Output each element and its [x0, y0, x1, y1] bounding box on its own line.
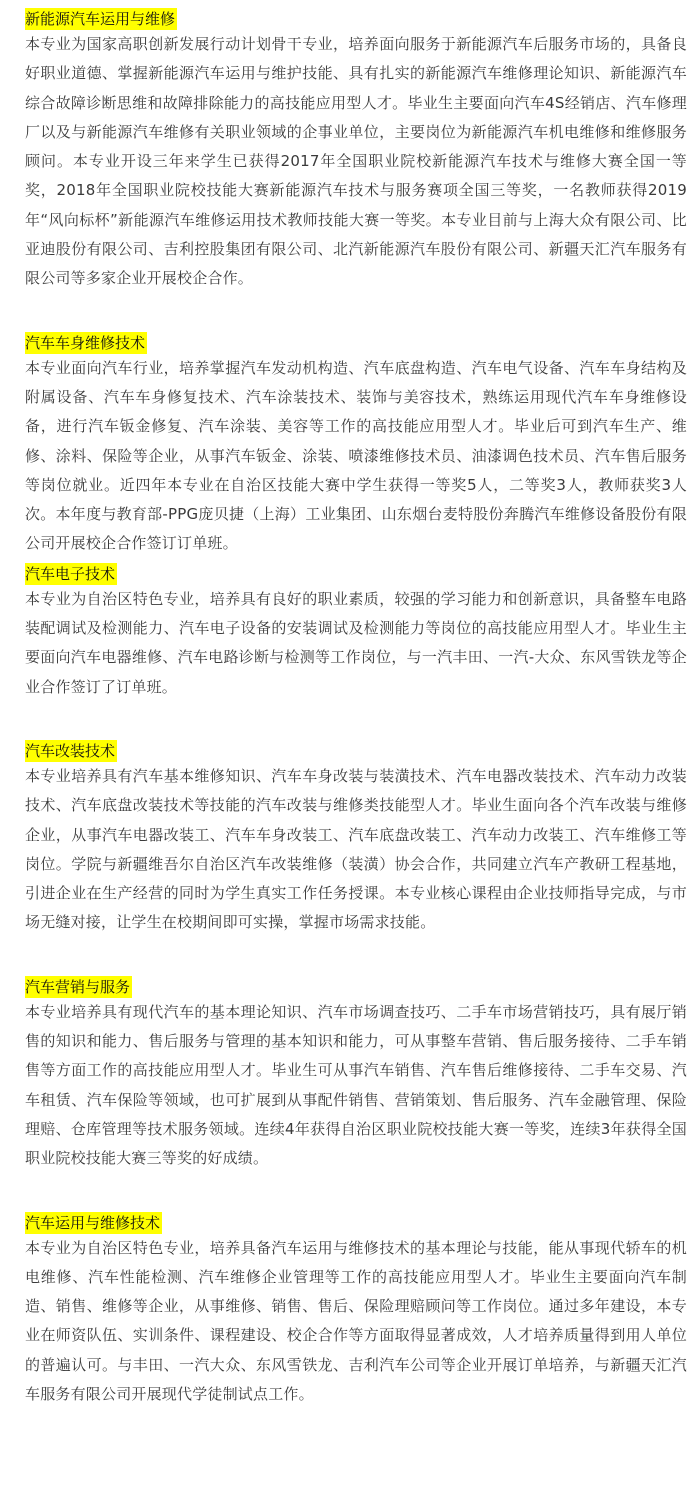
- section-body: 本专业培养具有汽车基本维修知识、汽车车身改装与装潢技术、汽车电器改装技术、汽车动力改装技术、汽车底盘改装技术等技能的汽车改装与维修类技能型人才。毕业生面向各个汽车改装与维修企业，从事汽车电器改装工、汽车车身改装工、汽车底盘改装工、汽车动力改装工、汽车维修工等岗位。学院与新疆维吾尔自治区汽车改装维修（装潢）协会合作，共同建立汽车产教研工程基地，引进企业在生产经营的同时为学生真实工作任务授课。本专业核心课程由企业技师指导完成，与市场无缝对接，让学生在校期间即可实操，掌握市场需求技能。: [25, 766, 687, 932]
- section-marketing-service: [25, 976, 687, 1174]
- section-body: 本专业为自治区特色专业，培养具有良好的职业素质，较强的学习能力和创新意识，具备整车电路装配调试及检测能力、汽车电子设备的安装调试及检测能力等岗位的高技能应用型人才。毕业生主要面向汽车电器维修、汽车电路诊断与检测等工作岗位，与一汽丰田、一汽-大众、东风雪铁龙等企业合作签订了订单班。: [25, 589, 687, 696]
- section-title: 新能源汽车运用与维修: [25, 10, 176, 28]
- section-new-energy-vehicle: [25, 8, 687, 294]
- section-body: 本专业为自治区特色专业，培养具备汽车运用与维修技术的基本理论与技能，能从事现代轿车的机电维修、汽车性能检测、汽车维修企业管理等工作的高技能应用型人才。毕业生主要面向汽车制造、销售、维修等企业，从事维修、销售、售后、保险理赔顾问等工作岗位。通过多年建设，本专业在师资队伍、实训条件、课程建设、校企合作等方面取得显著成效，人才培养质量得到用人单位的普遍认可。与丰田、一汽大众、东风雪铁龙、吉利汽车公司等企业开展订单培养，与新疆天汇汽车服务有限公司开展现代学徒制试点工作。: [25, 1238, 687, 1403]
- section-auto-electronics: [25, 563, 687, 702]
- spacer: [25, 294, 687, 332]
- section-title: 汽车改装技术: [25, 741, 116, 760]
- section-operation-maintenance: [25, 1212, 687, 1410]
- section-body-repair: [25, 332, 687, 559]
- section-auto-modification: [25, 740, 687, 938]
- spacer: [25, 938, 687, 976]
- section-title: 汽车运用与维修技术: [25, 1213, 161, 1232]
- section-title: 汽车车身维修技术: [25, 333, 146, 352]
- section-body: 本专业培养具有现代汽车的基本理论知识、汽车市场调查技巧、二手车市场营销技巧，具有展厅销售的知识和能力、售后服务与管理的基本知识和能力，可从事整车营销、售后服务接待、二手车销售等方面工作的高技能应用型人才。毕业生可从事汽车销售、汽车售后维修接待、二手车交易、汽车租赁、汽车保险等领域，也可扩展到从事配件销售、营销策划、售后服务、汽车金融管理、保险理赔、仓库管理等技术服务领域。连续4年获得自治区职业院校技能大赛一等奖，连续3年获得全国职业院校技能大赛三等奖的好成绩。: [25, 1002, 687, 1168]
- section-title: 汽车营销与服务: [25, 977, 131, 996]
- spacer: [25, 702, 687, 740]
- section-body: 本专业面向汽车行业，培养掌握汽车发动机构造、汽车底盘构造、汽车电气设备、汽车车身结构及附属设备、汽车车身修复技术、汽车涂装技术、装饰与美容技术，熟练运用现代汽车车身维修设备，进行汽车钣金修复、汽车涂装、美容等工作的高技能应用型人才。毕业后可到汽车生产、维修、涂料、保险等企业，从事汽车钣金、涂装、喷漆维修技术员、油漆调色技术员、汽车售后服务等岗位就业。近四年本专业在自治区技能大赛中学生获得一等奖5人，二等奖3人，教师获奖3人次。本年度与教育部-PPG庞贝捷（上海）工业集团、山东烟台麦特股份奔腾汽车维修设备股份有限公司开展校企合作签订订单班。: [25, 358, 687, 553]
- section-body: 本专业为国家高职创新发展行动计划骨干专业，培养面向服务于新能源汽车后服务市场的，具备良好职业道德、掌握新能源汽车运用与维护技能、具有扎实的新能源汽车维修理论知识、新能源汽车综合故障诊断思维和故障排除能力的高技能应用型人才。毕业生主要面向汽车4S经销店、汽车修理厂以及与新能源汽车维修有关职业领域的企事业单位，主要岗位为新能源汽车机电维修和维修服务顾问。本专业开设三年来学生已获得2017年全国职业院校新能源汽车技术与维修大赛全国一等奖，2018年全国职业院校技能大赛新能源汽车技术与服务赛项全国三等奖，一名教师获得2019年“风向标杯”新能源汽车维修运用技术教师技能大赛一等奖。本专业目前与上海大众有限公司、比亚迪股份有限公司、吉利控股集团有限公司、北汽新能源汽车股份有限公司、新疆天汇汽车服务有限公司等多家企业开展校企合作。: [25, 35, 687, 288]
- section-title: 汽车电子技术: [25, 564, 116, 583]
- spacer: [25, 1174, 687, 1212]
